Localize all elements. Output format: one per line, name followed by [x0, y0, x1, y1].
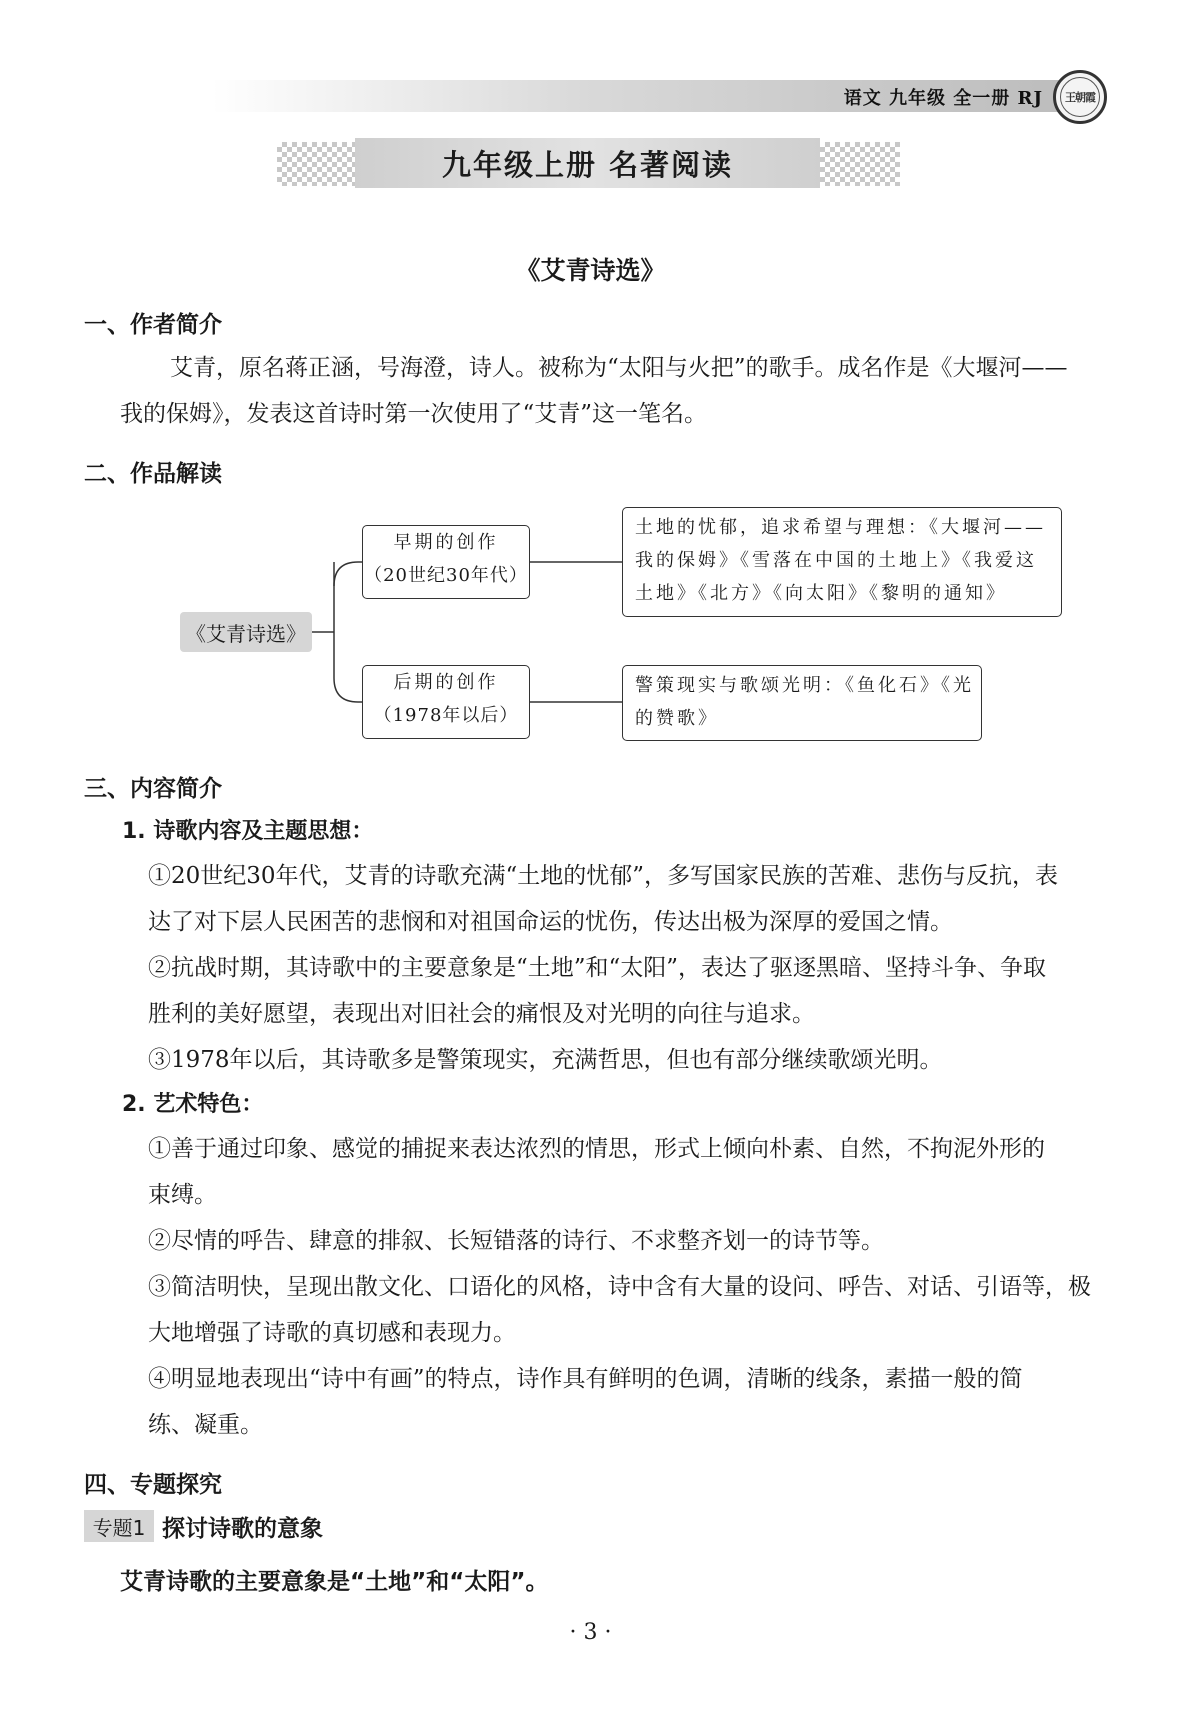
art-line-3: ②尽情的呼告、肆意的排叙、长短错落的诗行、不求整齐划一的诗节等。: [148, 1228, 884, 1254]
content-line-5: ③1978年以后，其诗歌多是警策现实，充满哲思，但也有部分继续歌颂光明。: [148, 1047, 943, 1073]
content-line-1: ①20世纪30年代，艾青的诗歌充满“土地的忧郁”，多写国家民族的苦难、悲伤与反抗，表: [148, 863, 1059, 889]
mindmap-root: 《艾青诗选》: [180, 612, 312, 652]
topic-text: 艾青诗歌的主要意象是“土地”和“太阳”。: [120, 1569, 549, 1595]
content-line-3: ②抗战时期，其诗歌中的主要意象是“土地”和“太阳”，表达了驱逐黑暗、坚持斗争、争取: [148, 955, 1047, 981]
late-detail-line2: 的赞歌》: [635, 708, 719, 729]
topic-tag: 专题1: [84, 1510, 154, 1542]
section-interpretation-heading: 二、作品解读: [84, 461, 222, 487]
content-sub1: 1. 诗歌内容及主题思想：: [122, 819, 374, 844]
early-detail-line2: 我的保姆》《雪落在中国的土地上》《我爱这: [635, 550, 1037, 571]
art-line-6: ④明显地表现出“诗中有画”的特点，诗作具有鲜明的色调，清晰的线条，素描一般的简: [148, 1366, 1023, 1392]
section-content-heading: 三、内容简介: [84, 776, 222, 802]
early-detail-line3: 土地》《北方》《向太阳》《黎明的通知》: [635, 583, 1007, 604]
book-title: 《艾青诗选》: [515, 256, 666, 285]
seal-text: 王朝霞: [1060, 77, 1100, 117]
late-node-line2: （1978年以后）: [373, 705, 519, 726]
art-line-1: ①善于通过印象、感觉的捕捉来表达浓烈的情思，形式上倾向朴素、自然，不拘泥外形的: [148, 1136, 1045, 1162]
early-detail-line1: 土地的忧郁，追求希望与理想：《大堰河——: [635, 517, 1046, 538]
section-topic-heading: 四、专题探究: [84, 1472, 222, 1498]
header-label: 语文 九年级 全一册 RJ: [843, 88, 1043, 109]
late-node-line1: 后期的创作: [393, 672, 499, 693]
content-line-4: 胜利的美好愿望，表现出对旧社会的痛恨及对光明的向往与追求。: [148, 1001, 815, 1027]
page-number: · 3 ·: [569, 1620, 612, 1645]
content-sub2: 2. 艺术特色：: [122, 1092, 264, 1117]
topic-title: 探讨诗歌的意象: [162, 1516, 323, 1542]
mindmap-early-node: [362, 525, 530, 599]
art-line-7: 练、凝重。: [148, 1412, 263, 1438]
mindmap-early-detail: [622, 507, 1062, 617]
banner-title: 九年级上册 名著阅读: [355, 138, 820, 188]
early-node-line1: 早期的创作: [393, 532, 499, 553]
art-line-2: 束缚。: [148, 1182, 217, 1208]
content-line-2: 达了对下层人民困苦的悲悯和对祖国命运的忧伤，传达出极为深厚的爱国之情。: [148, 909, 953, 935]
late-detail-line1: 警策现实与歌颂光明：《鱼化石》《光: [635, 675, 974, 696]
art-line-5: 大地增强了诗歌的真切感和表现力。: [148, 1320, 516, 1346]
mindmap-late-node: [362, 665, 530, 739]
author-line-2: 我的保姆》，发表这首诗时第一次使用了“艾青”这一笔名。: [120, 401, 708, 427]
section-author-heading: 一、作者简介: [84, 312, 222, 338]
author-line-1: 艾青，原名蒋正涵，号海澄，诗人。被称为“太阳与火把”的歌手。成名作是《大堰河——: [170, 355, 1068, 381]
mindmap-late-detail: [622, 665, 982, 741]
art-line-4: ③简洁明快，呈现出散文化、口语化的风格，诗中含有大量的设问、呼告、对话、引语等，极: [148, 1274, 1091, 1300]
early-node-line2: （20世纪30年代）: [364, 565, 528, 586]
